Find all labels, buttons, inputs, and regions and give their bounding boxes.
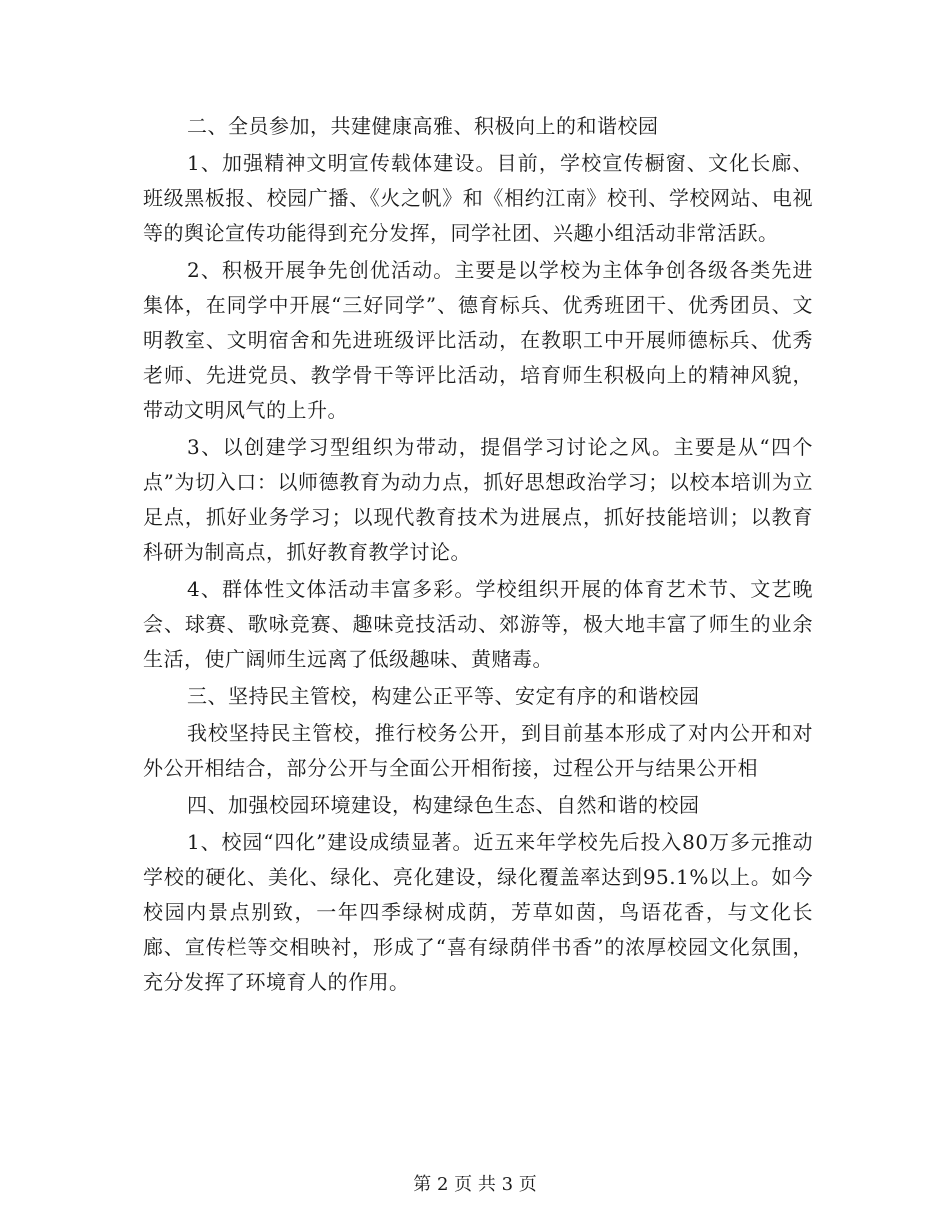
- paragraph-activities: 4、群体性文体活动丰富多彩。学校组织开展的体育艺术节、文艺晚会、球赛、歌咏竞赛、趣味竞技活动、郊游等，极大地丰富了师生的业余生活，使广阔师生远离了低级趣味、黄赌毒。: [143, 577, 813, 671]
- document-body: [143, 109, 813, 1000]
- page-footer: 第 2 页 共 3 页: [413, 1174, 537, 1195]
- paragraph-excellence: 2、积极开展争先创优活动。主要是以学校为主体争创各级各类先进集体，在同学中开展“三好同学”、德育标兵、优秀班团干、优秀团员、文明教室、文明宿舍和先进班级评比活动，在教职工中开展师德标兵、优秀老师、先进党员、教学骨干等评比活动，培育师生积极向上的精神风貌，带动文明风气的上升。: [143, 258, 813, 422]
- paragraph-environment: 1、校园“四化”建设成绩显著。近五来年学校先后投入80万多元推动学校的硬化、美化、绿化、亮化建设，绿化覆盖率达到95.1%以上。如今校园内景点别致，一年四季绿树成荫，芳草如茵，鸟语花香，与文化长廊、宣传栏等交相映衬，形成了“喜有绿荫伴书香”的浓厚校园文化氛围，充分发挥了环境育人的作用。: [143, 830, 813, 994]
- paragraph-publicity: 1、加强精神文明宣传载体建设。目前，学校宣传橱窗、文化长廊、班级黑板报、校园广播、《火之帆》和《相约江南》校刊、学校网站、电视等的舆论宣传功能得到充分发挥，同学社团、兴趣小组活动非常活跃。: [143, 151, 813, 245]
- section-heading-3: 三、坚持民主管校，构建公正平等、安定有序的和谐校园: [187, 684, 700, 708]
- paragraph-learning: 3、以创建学习型组织为带动，提倡学习讨论之风。主要是从“四个点”为切入口：以师德教育为动力点，抓好思想政治学习；以校本培训为立足点，抓好业务学习；以现代教育技术为进展点，抓好技能培训；以教育科研为制高点，抓好教育教学讨论。: [143, 435, 813, 564]
- section-heading-2: 二、全员参加，共建健康高雅、积极向上的和谐校园: [187, 114, 659, 138]
- paragraph-democracy: 我校坚持民主管校，推行校务公开，到目前基本形成了对内公开和对外公开相结合，部分公开与全面公开相衔接，过程公开与结果公开相: [143, 721, 813, 780]
- section-heading-4: 四、加强校园环境建设，构建绿色生态、自然和谐的校园: [187, 793, 700, 817]
